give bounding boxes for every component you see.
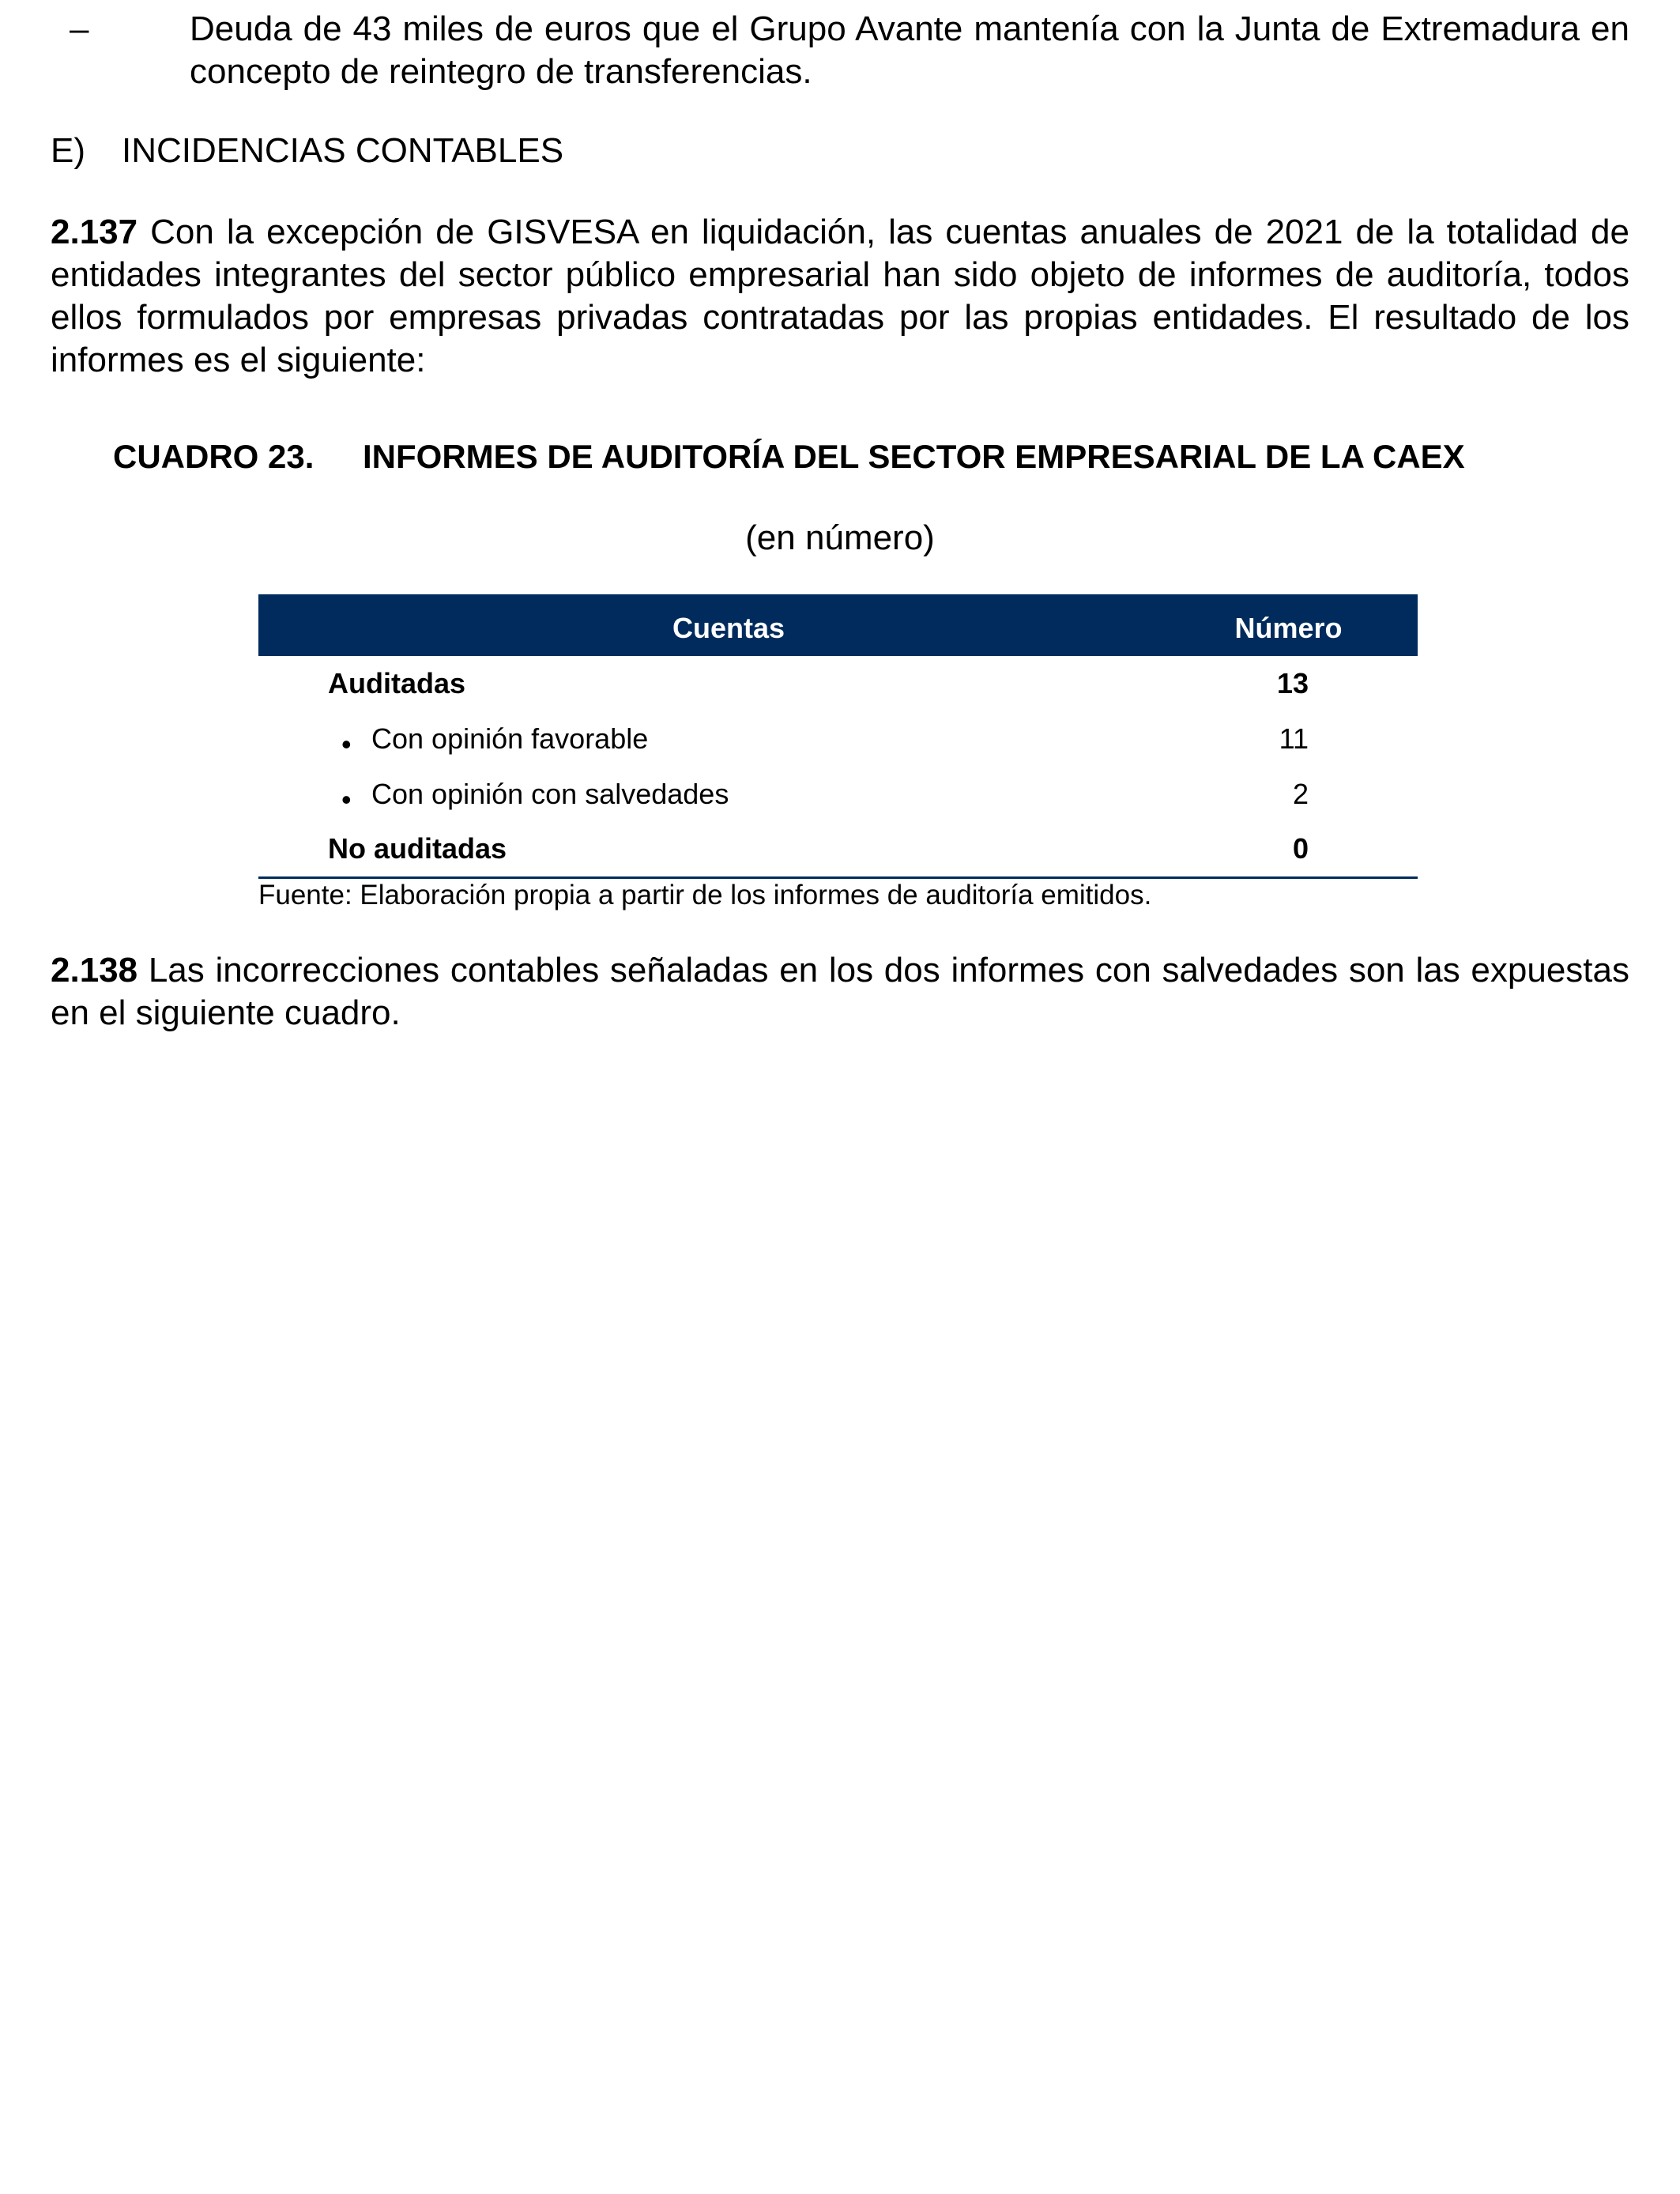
row-value: 0 (1183, 822, 1418, 877)
paragraph-2-137 (51, 211, 1629, 382)
paragraph-number: 2.138 (51, 951, 138, 990)
table-title: INFORMES DE AUDITORÍA DEL SECTOR EMPRESARIAL DE LA CAEX (363, 438, 1465, 475)
paragraph-number: 2.137 (51, 213, 138, 251)
row-value: 13 (1276, 667, 1309, 699)
table-number: CUADRO 23. (113, 438, 315, 475)
row-label: Auditadas (328, 667, 466, 699)
section-letter: E) (51, 131, 85, 170)
dash-marker: – (70, 9, 89, 48)
row-value: 2 (1292, 778, 1309, 810)
header-numero: Número (1234, 612, 1343, 644)
table-row (258, 822, 1418, 877)
audit-table (258, 594, 1418, 879)
paragraph-text: Las incorrecciones contables señaladas en los dos informes con salvedades son las expuestas en el siguiente cuadro. (51, 951, 1629, 1032)
row-label: Con opinión con salvedades (371, 778, 729, 810)
table-source-note: Fuente: Elaboración propia a partir de los informes de auditoría emitidos. (258, 880, 1152, 910)
table-header-row (258, 594, 1418, 656)
row-label: Con opinión favorable (371, 722, 649, 755)
row-value: 11 (1279, 722, 1309, 755)
table-row (258, 656, 1418, 711)
row-label: No auditadas (258, 822, 1183, 877)
bullet-text: Deuda de 43 miles de euros que el Grupo Avante mantenía con la Junta de Extremadura en concepto de reintegro de transferencias. (190, 9, 1629, 91)
table-row: • Con opinión favorable 11 (258, 711, 1418, 767)
section-title: INCIDENCIAS CONTABLES (122, 131, 564, 170)
table-subtitle: (en número) (745, 518, 935, 557)
paragraph-text: Con la excepción de GISVESA en liquidación, las cuentas anuales de 2021 de la totalidad de entidades integrantes del sector público empresarial han sido objeto de informes de auditoría, todos ellos formulados por empresas privadas contratadas por las propias entidades. El resultado de los informes es el siguiente: (51, 213, 1629, 379)
section-heading (51, 130, 563, 172)
table-caption (113, 436, 1465, 477)
table-row: • Con opinión con salvedades 2 (258, 767, 1418, 822)
paragraph-2-138 (51, 949, 1629, 1035)
audit-table-container (258, 594, 1418, 879)
header-cuentas: Cuentas (672, 612, 785, 644)
